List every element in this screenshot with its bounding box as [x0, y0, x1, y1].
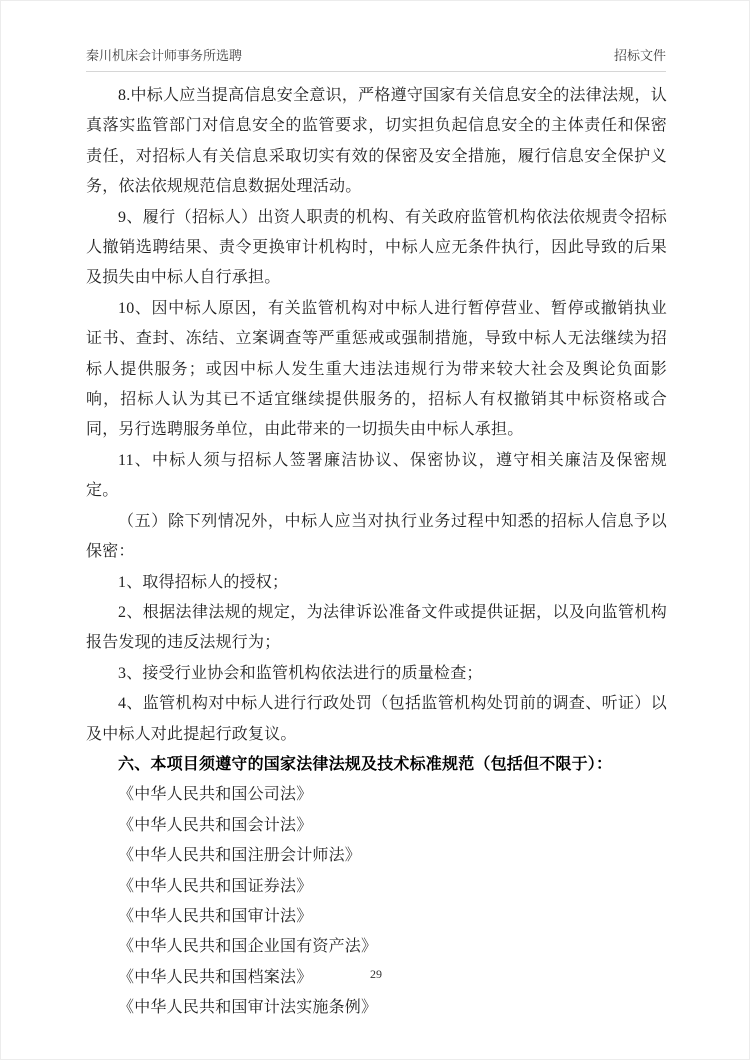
paragraph: 《中华人民共和国会计法》	[118, 816, 313, 834]
paragraph: 《中华人民共和国审计法》	[118, 907, 313, 925]
header-left-title: 秦川机床会计师事务所选聘	[86, 48, 243, 63]
page-number: 29	[370, 967, 382, 981]
page-header	[86, 45, 666, 72]
paragraph: （五）除下列情况外，中标人应当对执行业务过程中知悉的招标人信息予以保密：	[86, 512, 667, 561]
document-body	[86, 81, 667, 1024]
paragraph: 《中华人民共和国证券法》	[118, 877, 313, 895]
paragraph: 《中华人民共和国注册会计师法》	[118, 847, 362, 865]
section-heading: 六、本项目须遵守的国家法律法规及技术标准规范（包括但不限于）：	[118, 755, 613, 773]
paragraph: 1、取得招标人的授权；	[118, 573, 289, 591]
paragraph: 3、接受行业协会和监管机构依法进行的质量检查；	[118, 664, 483, 682]
paragraph: 8.中标人应当提高信息安全意识，严格遵守国家有关信息安全的法律法规，认真落实监管部门对信息安全的监管要求，切实担负起信息安全的主体责任和保密责任，对招标人有关信息采取切实有效的保密及安全措施，履行信息安全保护义务，依法依规规范信息数据处理活动。	[86, 87, 667, 196]
paragraph: 《中华人民共和国审计法实施条例》	[118, 999, 378, 1017]
header-right-label: 招标文件	[613, 48, 666, 63]
page-footer	[1, 967, 750, 982]
paragraph: 《中华人民共和国企业国有资产法》	[118, 938, 378, 956]
paragraph: 《中华人民共和国公司法》	[118, 786, 313, 804]
paragraph: 4、监管机构对中标人进行行政处罚（包括监管机构处罚前的调查、听证）以及中标人对此提起行政复议。	[86, 695, 667, 743]
paragraph: 《中华人民共和国档案法》	[118, 968, 313, 986]
paragraph: 11、中标人须与招标人签署廉洁协议、保密协议，遵守相关廉洁及保密规定。	[86, 451, 667, 500]
paragraph: 10、因中标人原因，有关监管机构对中标人进行暂停营业、暂停或撤销执业证书、查封、冻结、立案调查等严重惩戒或强制措施，导致中标人无法继续为招标人提供服务；或因中标人发生重大违法违规行为带来较大社会及舆论负面影响，招标人认为其已不适宜继续提供服务的，招标人有权撤销其中标资格或合同，另行选聘服务单位，由此带来的一切损失由中标人承担。	[86, 299, 667, 439]
paragraph: 9、履行（招标人）出资人职责的机构、有关政府监管机构依法依规责令招标人撤销选聘结果、责令更换审计机构时，中标人应无条件执行，因此导致的后果及损失由中标人自行承担。	[86, 208, 667, 287]
paragraph: 2、根据法律法规的规定，为法律诉讼准备文件或提供证据，以及向监管机构报告发现的违反法规行为；	[86, 603, 667, 652]
